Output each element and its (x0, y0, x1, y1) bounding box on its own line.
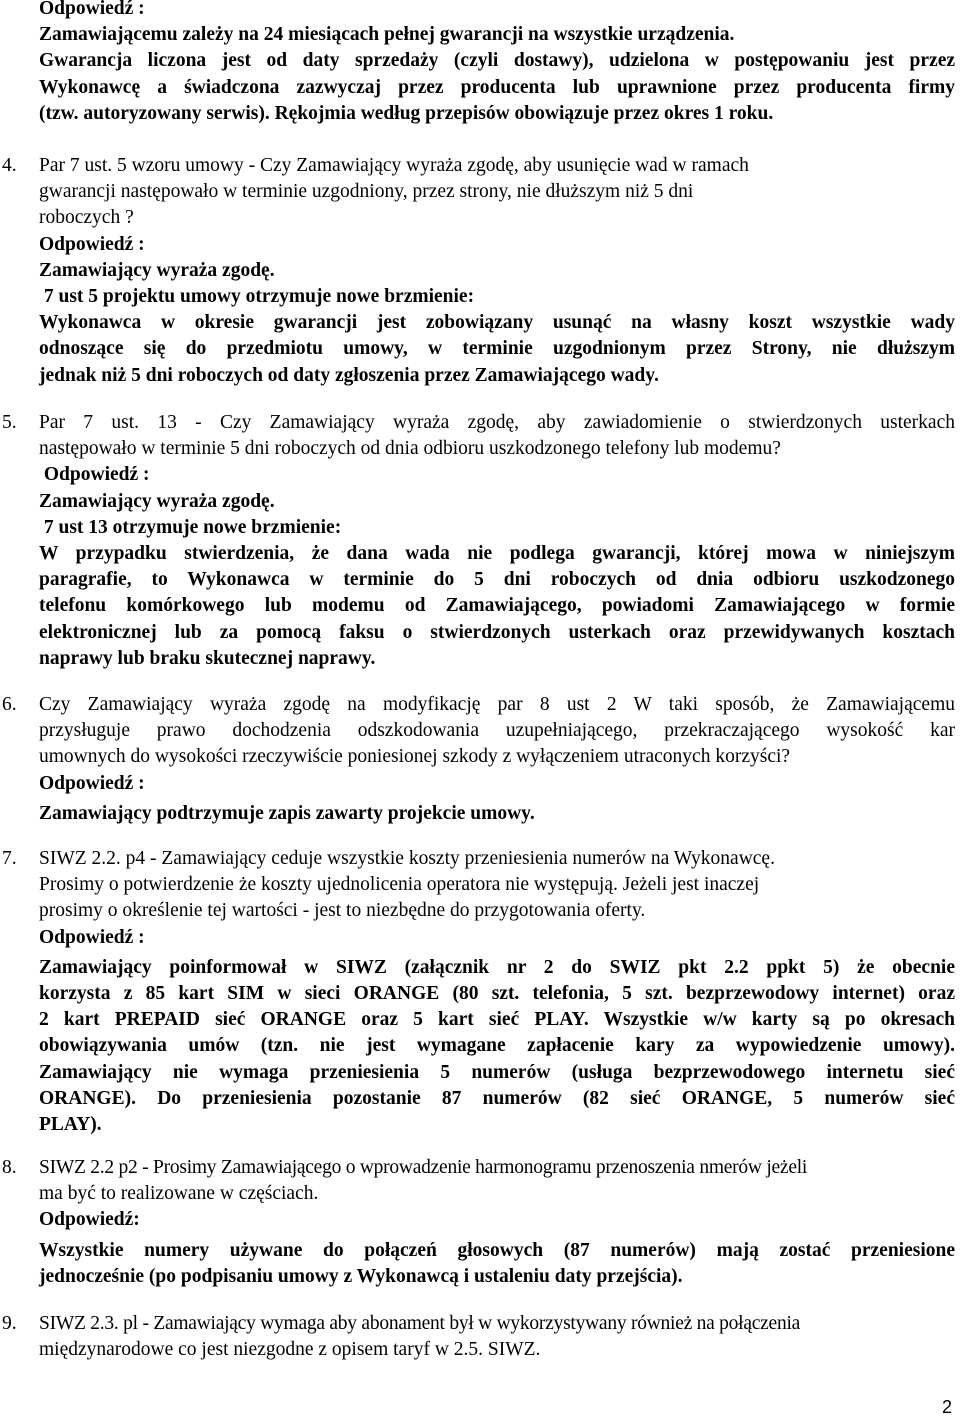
item-body (39, 153, 955, 389)
question-line: przysługuje prawo dochodzenia odszkodowania uzupełniającego, przekraczającego wysokość kar (39, 720, 955, 742)
answer-label: Odpowiedź : (39, 772, 145, 794)
change-line: Wykonawca w okresie gwarancji jest zobowiązany usunąć na własny koszt wszystkie wady (39, 312, 955, 334)
answer-line: ORANGE). Do przeniesienia pozostanie 87 numerów (82 sieć ORANGE, 5 numerów sieć (39, 1087, 955, 1109)
question-line: Prosimy o potwierdzenie że koszty ujednolicenia operatora nie występują. Jeżeli jest inaczej (39, 874, 760, 896)
question-line: SIWZ 2.2 p2 - Prosimy Zamawiającego o wprowadzenie harmonogramu przenoszenia nmerów jeżeli (39, 1157, 808, 1178)
question-line: gwarancji następowało w terminie uzgodniony, przez strony, nie dłuższym niż 5 dni (39, 181, 694, 203)
answer-line: Wszystkie numery używane do połączeń głosowych (87 numerów) mają zostać przeniesione (39, 1239, 955, 1261)
item-number: 4. (2, 155, 17, 176)
answer-line: korzysta z 85 kart SIM w sieci ORANGE (80 szt. telefonia, 5 szt. bezprzewodowy internet) oraz (39, 983, 955, 1005)
answer-label: Odpowiedź: (39, 1209, 140, 1231)
answer-label: Odpowiedź : (39, 233, 145, 255)
answer-label: Odpowiedź : (39, 464, 150, 486)
change-line: elektronicznej lub za pomocą faksu o stwierdzonych usterkach oraz przewidywanych kosztach (39, 621, 955, 643)
question-line: następowało w terminie 5 dni roboczych od dnia odbioru uszkodzonego telefony lub modemu? (39, 438, 781, 460)
answer-line: PLAY). (39, 1114, 102, 1136)
question-line: Czy Zamawiający wyraża zgodę na modyfikację par 8 ust 2 W taki sposób, że Zamawiającemu (39, 694, 955, 715)
answer-line: Zamawiający nie wymaga przeniesienia 5 numerów (usługa bezprzewodowego internetu sieć (39, 1061, 955, 1083)
answer-label: Odpowiedź : (39, 0, 145, 19)
item-number: 6. (2, 694, 17, 715)
change-line: W przypadku stwierdzenia, że dana wada nie podlega gwarancji, której mowa w niniejszym (39, 543, 955, 565)
change-heading: 7 ust 5 projektu umowy otrzymuje nowe brzmienie: (39, 286, 475, 308)
answer-line: Zamawiający podtrzymuje zapis zawarty projekcie umowy. (39, 802, 535, 824)
item-body (39, 1155, 955, 1290)
answer-block-top (39, 0, 955, 127)
item-number: 5. (2, 412, 17, 433)
item-number: 9. (2, 1313, 17, 1334)
change-heading: 7 ust 13 otrzymuje nowe brzmienie: (39, 516, 342, 538)
change-line: paragrafie, to Wykonawca w terminie do 5 dni roboczych od dnia odbioru uszkodzonego (39, 569, 955, 591)
change-line: jednak niż 5 dni roboczych od daty zgłoszenia przez Zamawiającego wady. (39, 364, 659, 386)
item-body (39, 410, 955, 672)
answer-line: Wykonawcę a świadczona zazwyczaj przez producenta lub uprawnione przez producenta firmy (39, 76, 955, 98)
page-number: 2 (941, 1396, 952, 1417)
answer-intro: Zamawiający wyraża zgodę. (39, 259, 275, 281)
change-line: naprawy lub braku skutecznej naprawy. (39, 647, 376, 669)
item-body (39, 1311, 955, 1363)
answer-intro: Zamawiający wyraża zgodę. (39, 490, 275, 512)
item-number: 8. (2, 1157, 17, 1178)
item-body (39, 846, 955, 1138)
answer-line: Gwarancja liczona jest od daty sprzedaży (czyli dostawy), udzielona w postępowaniu jest przez (39, 50, 955, 72)
question-line: Par 7 ust. 5 wzoru umowy - Czy Zamawiający wyraża zgodę, aby usunięcie wad w ramach (39, 155, 749, 176)
question-line: prosimy o określenie tej wartości - jest to niezbędne do przygotowania oferty. (39, 900, 646, 922)
answer-line: obowiązywania umów (tzn. nie jest wymagane zapłacenie kary za wypowiedzenie umowy). (39, 1035, 955, 1057)
question-line: roboczych ? (39, 207, 134, 229)
change-line: odnoszące się do przedmiotu umowy, w terminie uzgodnionym przez Strony, nie dłuższym (39, 338, 955, 360)
answer-line: Zamawiającemu zależy na 24 miesiącach pełnej gwarancji na wszystkie urządzenia. (39, 24, 735, 46)
answer-line: (tzw. autoryzowany serwis). Rękojmia według przepisów obowiązuje przez okres 1 roku. (39, 102, 774, 124)
question-line: międzynarodowe co jest niezgodne z opisem taryf w 2.5. SIWZ. (39, 1339, 541, 1361)
question-line: umownych do wysokości rzeczywiście poniesionej szkody z wyłączeniem utraconych korzyści? (39, 746, 791, 768)
question-line: ma być to realizowane w częściach. (39, 1183, 319, 1205)
answer-line: Zamawiający poinformował w SIWZ (załącznik nr 2 do SWIZ pkt 2.2 ppkt 5) że obecnie (39, 956, 955, 978)
item-body (39, 692, 955, 827)
question-line: SIWZ 2.2. p4 - Zamawiający ceduje wszystkie koszty przeniesienia numerów na Wykonawcę. (39, 848, 775, 869)
change-line: telefonu komórkowego lub modemu od Zamawiającego, powiadomi Zamawiającego w formie (39, 595, 955, 617)
answer-label: Odpowiedź : (39, 926, 145, 948)
question-line: SIWZ 2.3. pl - Zamawiający wymaga aby abonament był w wykorzystywany również na połączenia (39, 1313, 801, 1334)
answer-line: 2 kart PREPAID sieć ORANGE oraz 5 kart sieć PLAY. Wszystkie w/w karty są po okresach (39, 1009, 955, 1031)
answer-line: jednocześnie (po podpisaniu umowy z Wykonawcą i ustaleniu daty przejścia). (39, 1265, 683, 1287)
question-line: Par 7 ust. 13 - Czy Zamawiający wyraża zgodę, aby zawiadomienie o stwierdzonych usterkach (39, 412, 955, 433)
item-number: 7. (2, 848, 17, 869)
